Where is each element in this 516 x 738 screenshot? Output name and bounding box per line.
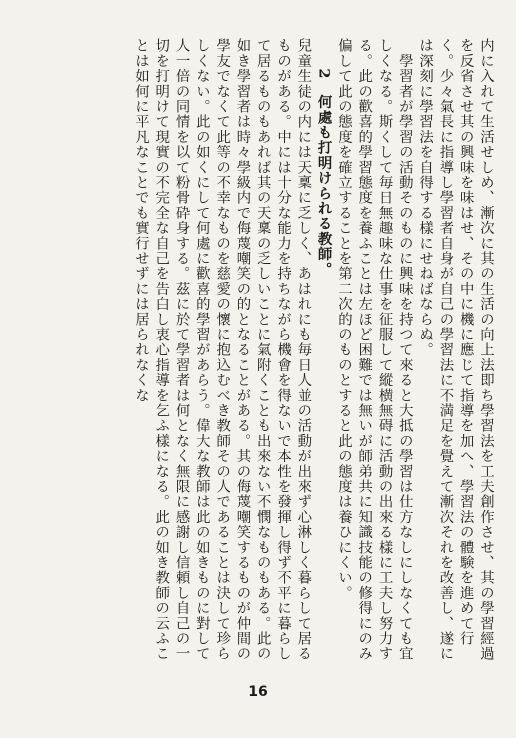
paragraph [334, 38, 415, 674]
body-text [20, 38, 496, 674]
paragraph: 内に入れて生活せしめ、漸次に其の生活の向上法即ち學習法を工夫創作させ、其の學習經過を反省させ其の興味を味はせ、その中に機に應じて指導を加へ、學習法の體験を進めて行く。少々氣長に指導し學習者自身が自己の學習法に不満足を覺えて漸次それを改善し、遂には深刻に學習法を自得する樣にせねばならぬ。 [417, 38, 494, 662]
paragraph-text: 學習者が學習の活動そのものに興味を持つて來ると大抵の學習は仕方なしにしなくても宜しくなる。斯くして毎日無趣味な仕事を征服して縱横無碍に活動の出來る樣に工夫し努力する。此の歡喜的學習態度を養ふことは左ほど困難では無いが師弟共に知識技能の修得にのみ偏して此の態度を確立することを第二次的のものとすると此の態度は養ひにくい。 [335, 38, 413, 662]
section-heading [313, 38, 333, 674]
paragraph: 兒童生徒の内には天稟に乏しく、あはれにも毎日人並の活動が出來ず心淋しく暮らして居るものがある。中には十分な能力を持ちながら機會を得ないで本性を發揮し得ず不平に暮らして居るものもあれば其の天稟の乏しいことに氣附くことも出來ない不憫なものもある。此の如き學習者は時々學級内で侮蔑嘲笑の的となることがある。其の侮蔑嘲笑するものが仲間の學友でなくて此等の不幸なものを慈愛の懷に抱込むべき教師その人であることは決して珍らしくない。此の如くにして何處に歡喜的學習があらう。偉大な教師は此の如きものに對して人一倍の同情を以て粉骨砕身する。茲に於て學習者は何となく無限に感謝し信頼し自己の一切を打明けて現實の不完全な自己を告白し衷心指導を乞ふ樣になる。此の如き教師の云ふことは如何に平凡なことでも實行せずには居られなくな [132, 38, 312, 662]
section-title: 何處も打明けられる教師。 [315, 94, 333, 277]
section-number: 2 [315, 68, 333, 80]
page-number: 16 [248, 684, 268, 700]
